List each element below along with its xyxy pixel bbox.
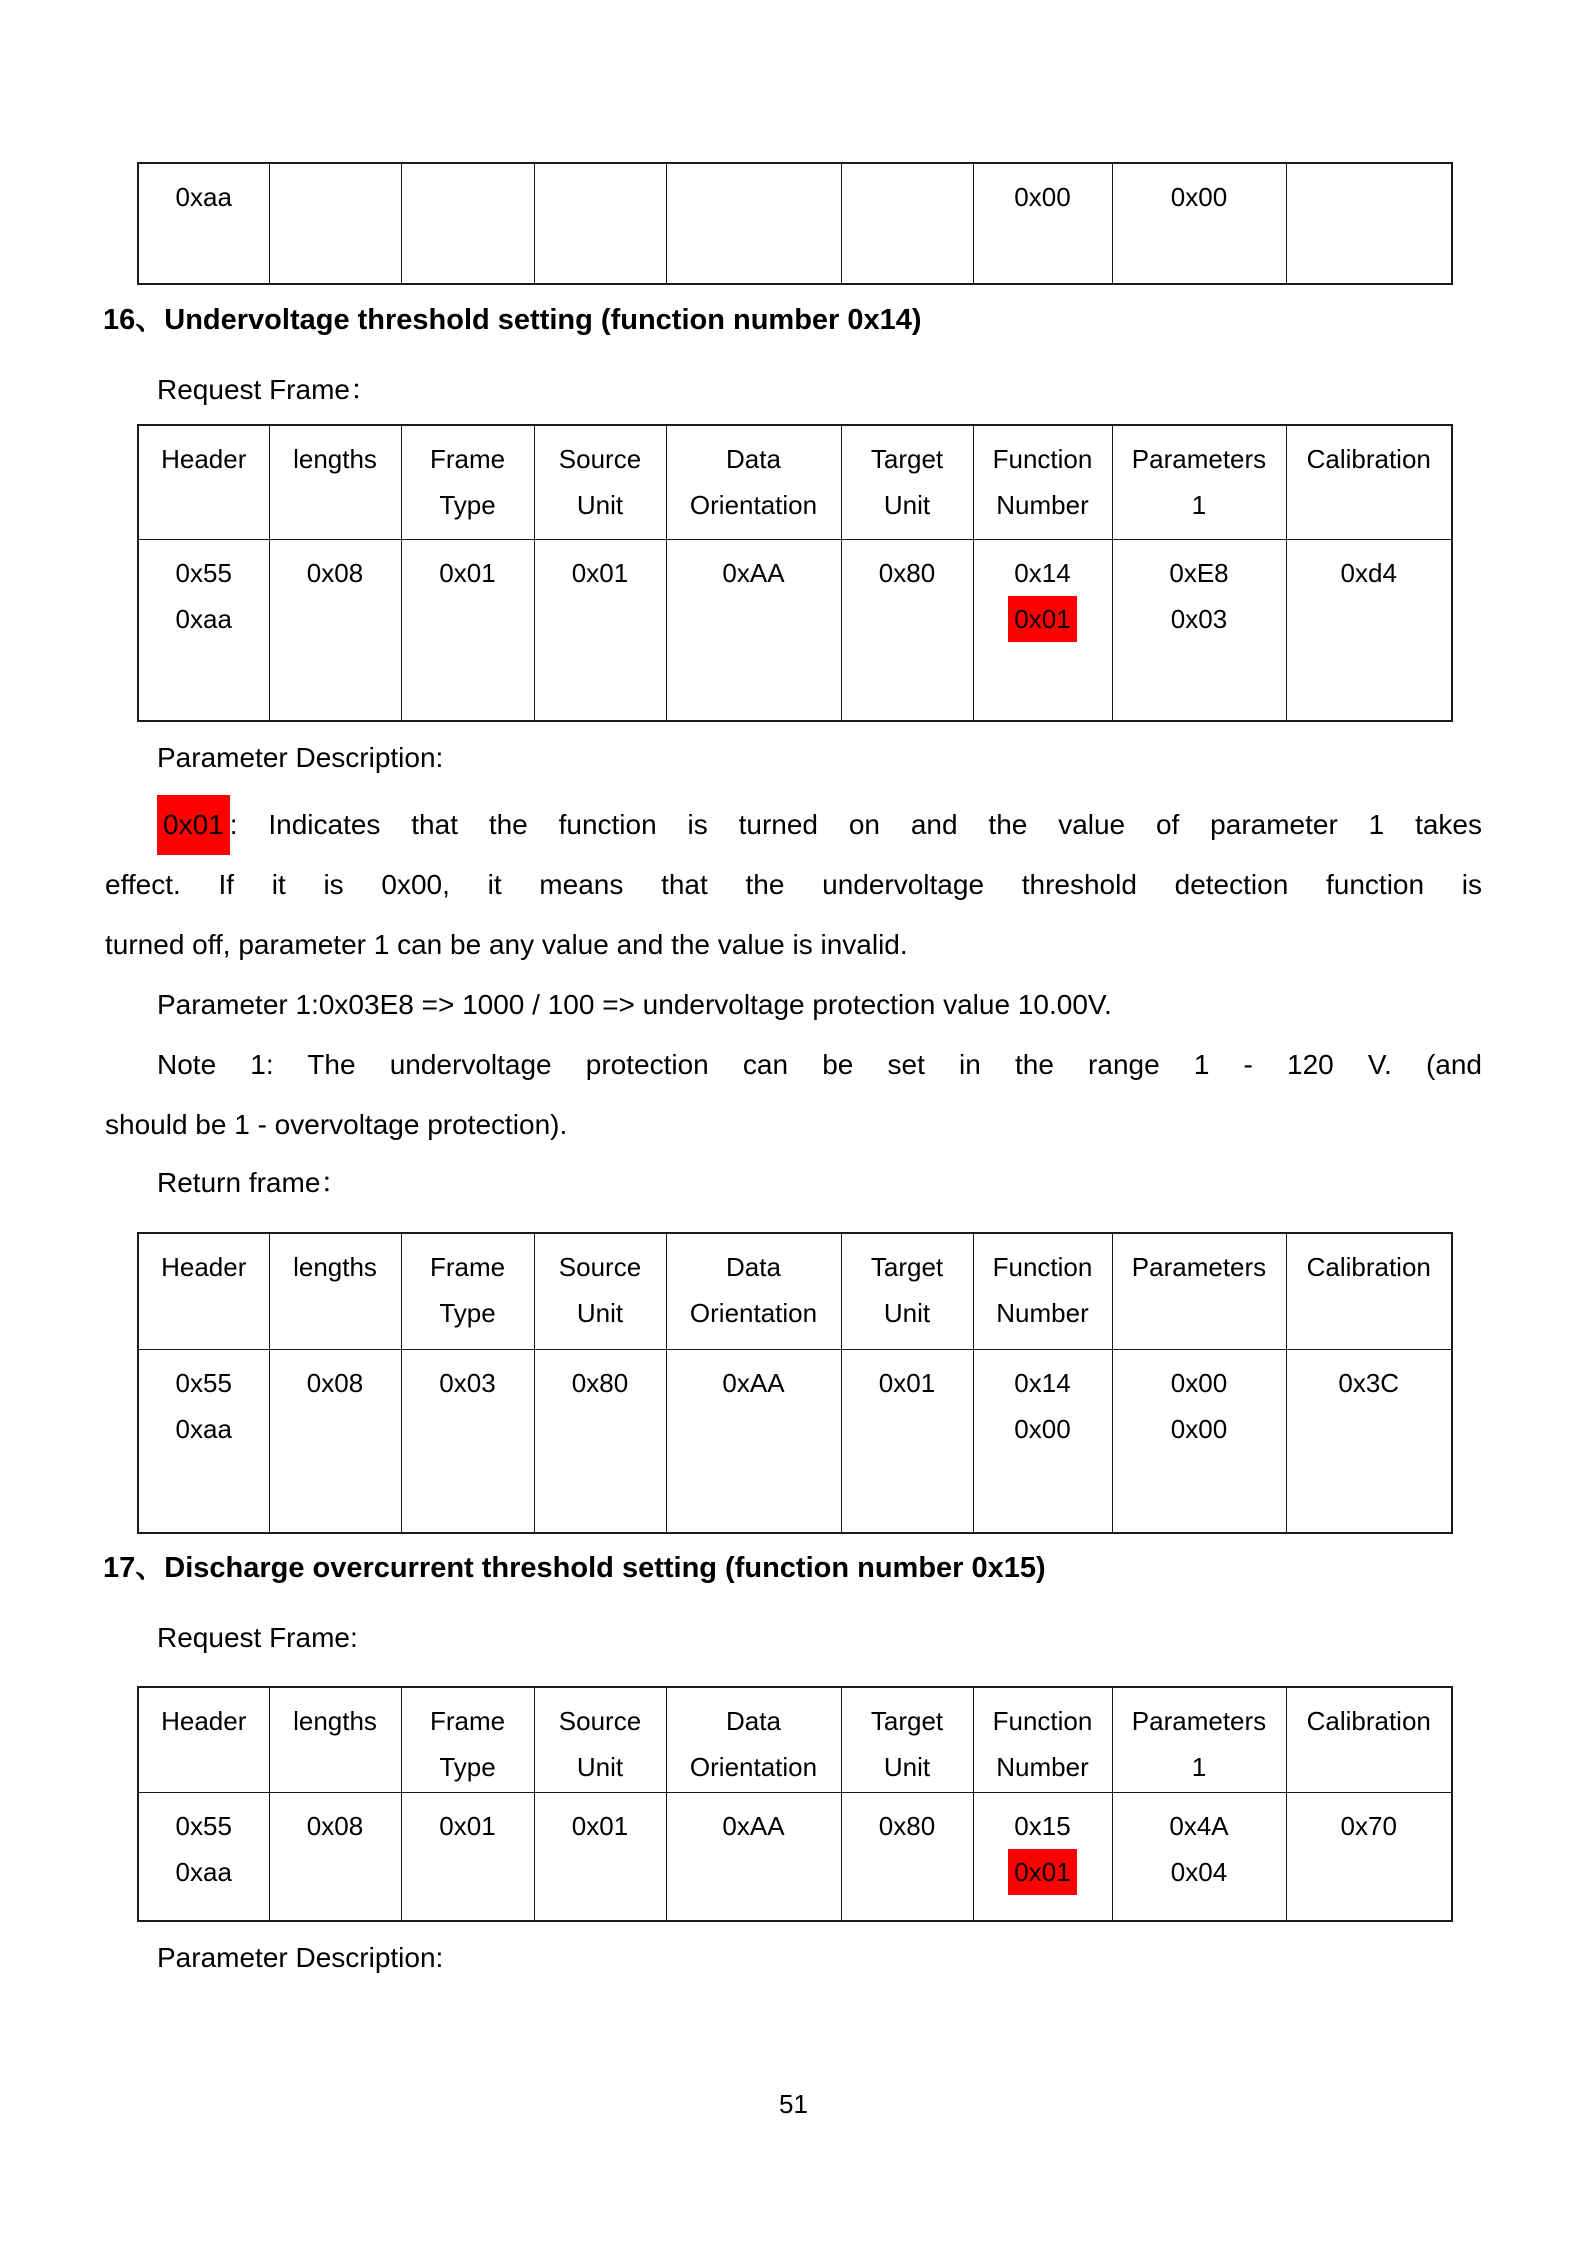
table-header-cell: Source Unit [534,1687,666,1792]
table-cell: 0x14 0x00 [973,1349,1112,1533]
highlighted-value: 0x01 [157,795,230,855]
request-frame-table-17 [137,1686,1453,1922]
table-cell: 0x08 [269,1792,401,1921]
table-cell: 0xAA [666,539,841,721]
table-header-cell: Source Unit [534,1233,666,1349]
table-header-cell: Parameters [1112,1233,1286,1349]
request-frame-label-16: Request Frame： [157,374,378,405]
table-cell: 0x08 [269,1349,401,1533]
table-header-row [138,425,1452,539]
table-cell [1286,163,1452,284]
table-header-row [138,1687,1452,1792]
table-cell: 0xAA [666,1792,841,1921]
table-cell: 0xAA [666,1349,841,1533]
table-cell [534,163,666,284]
table-header-cell: Calibration [1286,1687,1452,1792]
table-header-cell: Source Unit [534,425,666,539]
table-cell [269,163,401,284]
table-header-cell: Calibration [1286,425,1452,539]
table-cell [401,163,534,284]
table-header-cell: Data Orientation [666,1233,841,1349]
table-header-cell: Function Number [973,1687,1112,1792]
table-header-cell: Parameters 1 [1112,425,1286,539]
table-header-cell: Header [138,1233,269,1349]
table-cell: 0x70 [1286,1792,1452,1921]
table-cell [666,163,841,284]
table-header-cell: Target Unit [841,425,973,539]
table-cell [841,163,973,284]
table-cell: 0x00 [1112,163,1286,284]
table-header-cell: Header [138,425,269,539]
table-cell: 0x80 [841,539,973,721]
table-header-cell: Function Number [973,425,1112,539]
table-header-cell: Data Orientation [666,425,841,539]
table-cell: 0x4A 0x04 [1112,1792,1286,1921]
table-header-cell: lengths [269,425,401,539]
table-cell: 0x14 0x01 [973,539,1112,721]
table-header-cell: Target Unit [841,1233,973,1349]
table-data-row [138,1349,1452,1533]
table-cell: 0xd4 [1286,539,1452,721]
table-header-cell: Function Number [973,1233,1112,1349]
parameter-description-paragraph: 0x01 : Indicates that the function is turned on and the value of parameter 1 takes effect. If it is 0x00, it means that the undervoltage threshold detection function is turned off, parameter 1 can be any value and the value is invalid. [105,795,1482,975]
table-header-cell: Calibration [1286,1233,1452,1349]
table-data-row [138,1792,1452,1921]
table-header-cell: Frame Type [401,1687,534,1792]
table-header-cell: Parameters 1 [1112,1687,1286,1792]
table-cell: 0xaa [138,163,269,284]
table-data-row [138,539,1452,721]
table-header-cell: Frame Type [401,1233,534,1349]
return-frame-label-16: Return frame： [157,1167,349,1198]
highlighted-value: 0x01 [1008,596,1076,642]
request-frame-label-17: Request Frame: [157,1622,358,1653]
table-header-row [138,1233,1452,1349]
table-cell: 0x80 [841,1792,973,1921]
table-header-cell: lengths [269,1233,401,1349]
request-frame-table-16 [137,424,1453,722]
parameter1-line: Parameter 1:0x03E8 => 1000 / 100 => undervoltage protection value 10.00V. [157,989,1112,1020]
top-continuation-table [137,162,1453,285]
parameter-description-label-17: Parameter Description: [157,1942,444,1973]
table-header-cell: Header [138,1687,269,1792]
table-cell: 0x00 0x00 [1112,1349,1286,1533]
table-cell: 0x00 [973,163,1112,284]
table-cell: 0x55 0xaa [138,539,269,721]
table-cell: 0x01 [401,1792,534,1921]
table-cell: 0x3C [1286,1349,1452,1533]
page-number: 51 [779,2089,808,2119]
table-cell: 0x08 [269,539,401,721]
table-header-cell: lengths [269,1687,401,1792]
table-cell: 0x01 [534,1792,666,1921]
section-17-heading: 17、Discharge overcurrent threshold setting (function number 0x15) [103,1552,1046,1584]
return-frame-table-16 [137,1232,1453,1534]
table-cell: 0x80 [534,1349,666,1533]
note-paragraph: Note 1: The undervoltage protection can be set in the range 1 - 120 V. (and should be 1 - overvoltage protection). [105,1049,1482,1140]
table-cell: 0x01 [401,539,534,721]
table-cell: 0xE8 0x03 [1112,539,1286,721]
table-cell: 0x01 [841,1349,973,1533]
parameter-description-label-16: Parameter Description: [157,742,444,773]
table-cell: 0x55 0xaa [138,1349,269,1533]
table-cell: 0x03 [401,1349,534,1533]
table-header-cell: Target Unit [841,1687,973,1792]
section-16-heading: 16、Undervoltage threshold setting (function number 0x14) [103,304,922,336]
table-cell: 0x01 [534,539,666,721]
table-header-cell: Frame Type [401,425,534,539]
table-cell: 0x55 0xaa [138,1792,269,1921]
highlighted-value: 0x01 [1008,1849,1076,1895]
table-header-cell: Data Orientation [666,1687,841,1792]
table-cell: 0x15 0x01 [973,1792,1112,1921]
